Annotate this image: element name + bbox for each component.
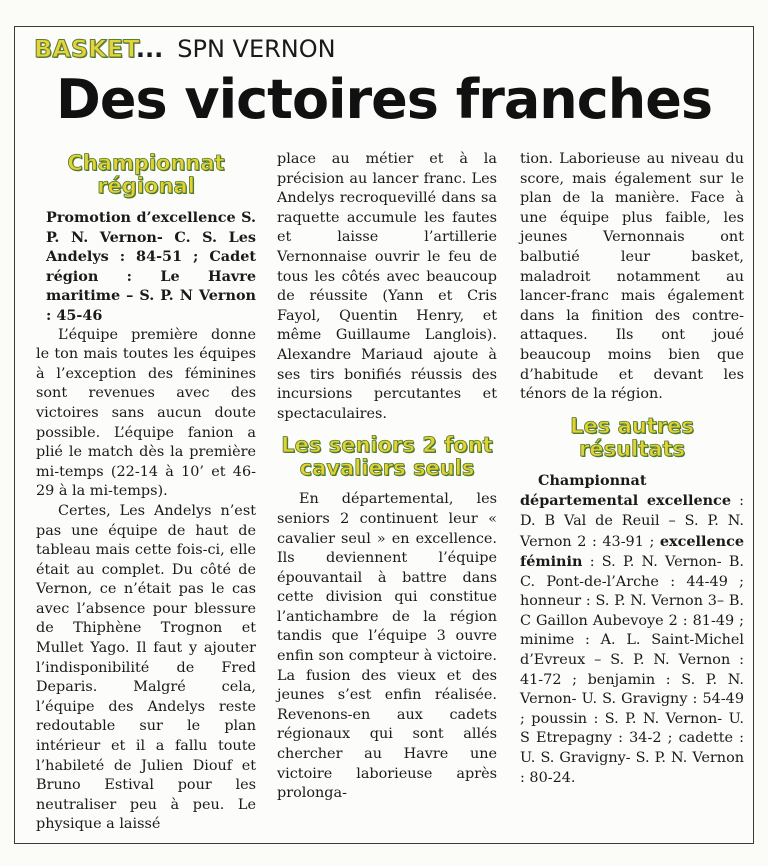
kicker-ellipsis: ... xyxy=(135,35,164,63)
column-3 xyxy=(520,150,744,788)
results-text: : D. B Val de Reuil – S. P. N. Vernon 2 : 43-91 ; xyxy=(520,493,744,550)
results-label-feminin: excellence féminin xyxy=(520,532,744,571)
headline: Des victoires franches xyxy=(56,68,712,131)
paragraph: En départemental, les seniors 2 continuent leur « cavalier seul » en excellence. Ils deviennent l’équipe épouvantail à battre dans cette division qui constitue l’antichambre de la région tandis que l’équipe 3 ouvre enfin son compteur à victoire. La fusion des vieux et des jeunes s’est enfin réalisée. Revenons-en aux cadets régionaux qui sont allés chercher au Havre une victoire laborieuse après prolonga- xyxy=(277,491,497,802)
other-results xyxy=(520,471,744,789)
column-2 xyxy=(277,150,497,804)
paragraph: Certes, Les Andelys n’est pas une équipe de haut de tableau mais cette fois-ci, elle était au complet. Du côté de Vernon, ce n’était pas le cas avec l’absence pour blessure de Thiphène Trognon et Mullet Yago. Il faut y ajouter l’indisponibilité de Fred Deparis. Malgré cela, l’équipe des Andelys reste redoutable sur le plan intérieur et il a fallu toute l’habileté de Julien Diouf et Bruno Estival pour les neutraliser peu à peu. Le physique a laissé xyxy=(36,502,256,833)
subhead-autres-resultats: Les autres résultats xyxy=(570,413,694,461)
results-text: : S. P. N. Vernon- B. C. Pont-de-l’Arche : 44-49 ; honneur : S. P. N. Vernon 3– B. C Gaillon Aubevoye 2 : 81-49 ; minime : A. L. Saint-Michel d’Evreux – S. P. N. Vernon : 41-72 ; benjamin : S. P. N. Vernon- U. S. Gravigny : 54-49 ; poussin : S. P. N. Vernon- U. S Etrepagny : 34-2 ; cadette : U. S. Gravigny- S. P. N. Vernon : 80-24. xyxy=(520,554,744,786)
subhead-seniors-2: Les seniors 2 font cavaliers seuls xyxy=(281,433,493,481)
results-label-departemental: Championnat départemental excellence xyxy=(520,471,731,510)
paragraph: L’équipe première donne le ton mais toutes les équipes à l’exception des féminines sont revenues avec des victoires sans aucun doute possible. L’équipe fanion a plié le match dès la première mi-temps (22-14 à 10’ et 46-29 à la mi-temps). xyxy=(36,326,256,500)
results-summary: Promotion d’excellence S. P. N. Vernon- C. S. Les Andelys : 84-51 ; Cadet région : Le Havre maritime – S. P. N Vernon : 45-46 xyxy=(46,209,256,324)
kicker-team: SPN VERNON xyxy=(177,35,336,63)
column-1 xyxy=(36,150,256,835)
kicker-sport: BASKET xyxy=(34,35,136,63)
kicker xyxy=(34,34,336,64)
subhead-championnat-regional: Championnat régional xyxy=(67,151,225,198)
paragraph: tion. Laborieuse au niveau du score, mais également sur le plan de la manière. Face à une équipe plus faible, les jeunes Vernonnais ont balbutié leur basket, maladroit notamment au lancer-franc mais également dans la finition des contre-attaques. Ils ont joué beaucoup moins bien que d’habitude et devant les ténors de la région. xyxy=(520,151,744,403)
paragraph: place au métier et à la précision au lancer franc. Les Andelys recroquevillé dans sa raquette accumule les fautes et laisse l’artillerie Vernonnaise ouvrir le feu de tous les côtés avec beaucoup de réussite (Yann et Cris Fayol, Quentin Henry, et même Guillaume Langlois). Alexandre Mariaud ajoute à ses tirs bonifiés réussis des incursions percutantes et spectaculaires. xyxy=(277,151,497,422)
